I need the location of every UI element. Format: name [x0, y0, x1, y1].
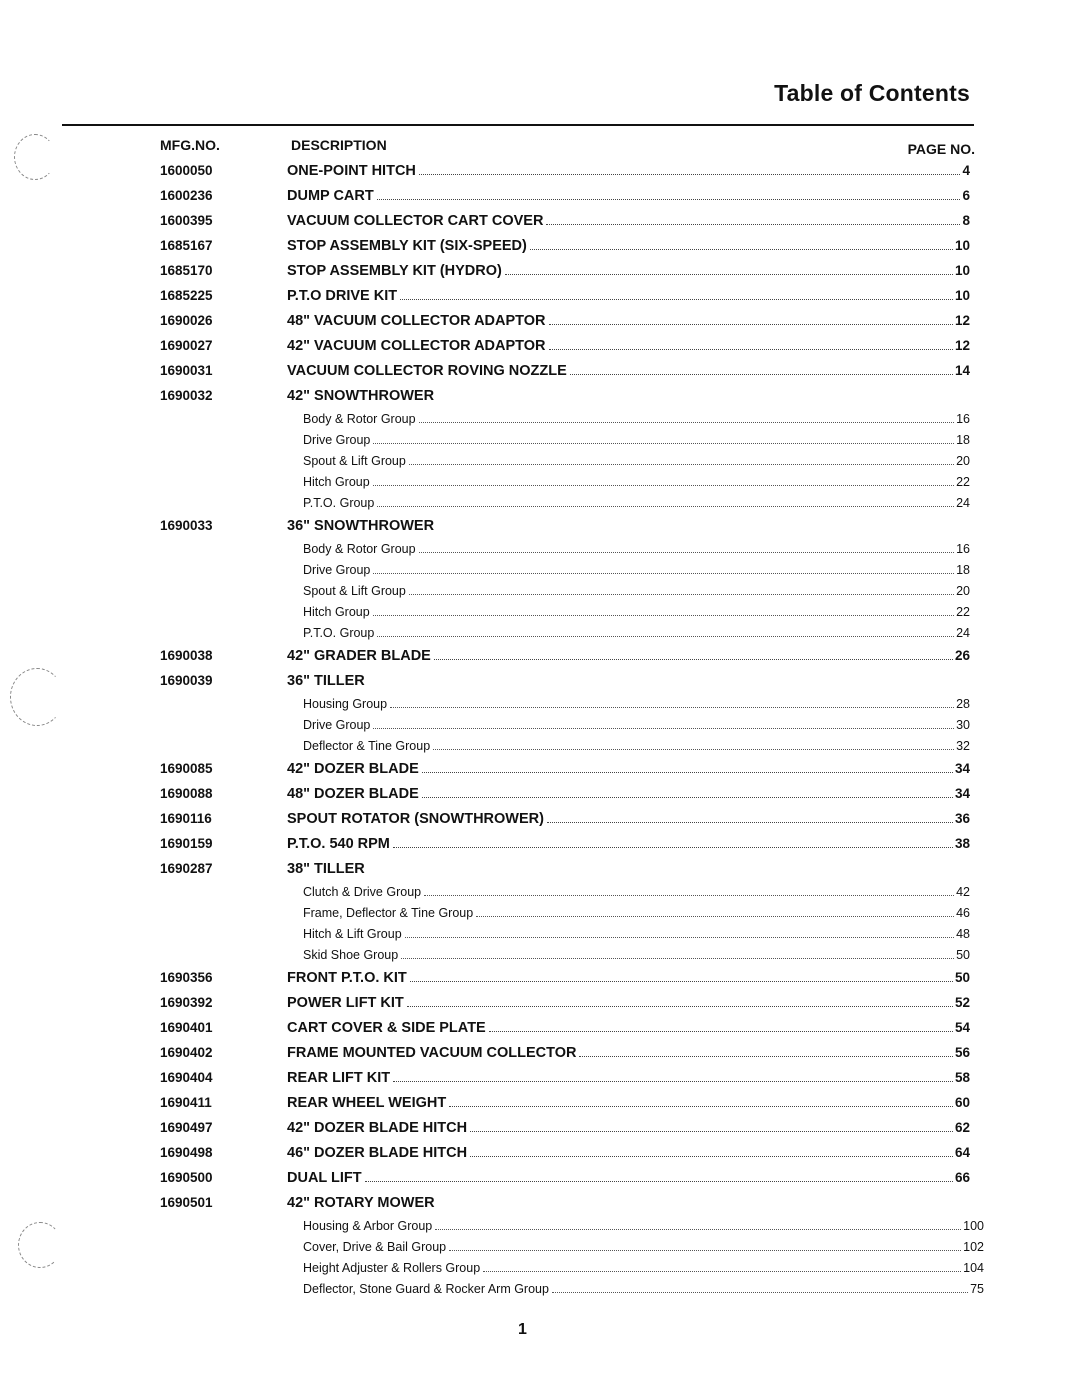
entry-line: [303, 626, 970, 640]
toc-entry: [0, 1017, 1080, 1042]
entry-page-number: 58: [954, 1070, 970, 1085]
toc-entry: [0, 160, 1080, 185]
entry-description: REAR LIFT KIT: [287, 1070, 391, 1086]
entry-page-number: 10: [954, 238, 970, 253]
dot-leader: [489, 1031, 953, 1032]
toc-subentry: [0, 737, 1080, 758]
toc-entry: [0, 645, 1080, 670]
entry-line: [303, 584, 970, 598]
entry-line: [287, 188, 970, 204]
dot-leader: [552, 1292, 968, 1293]
entry-description: Body & Rotor Group: [303, 412, 416, 426]
entry-description: DUAL LIFT: [287, 1170, 362, 1186]
dot-leader: [547, 822, 953, 823]
dot-leader: [401, 958, 954, 959]
toc-entry: [0, 808, 1080, 833]
entry-line: [287, 1070, 970, 1086]
entry-page-number: 56: [954, 1045, 970, 1060]
entry-description: Drive Group: [303, 433, 371, 447]
mfg-number: 1690411: [160, 1095, 212, 1110]
toc-entry: [0, 235, 1080, 260]
dot-leader: [579, 1056, 953, 1057]
entry-page-number: 16: [956, 542, 970, 556]
toc-subentry: [0, 716, 1080, 737]
entry-line: [303, 563, 970, 577]
column-header-description: DESCRIPTION: [291, 137, 387, 153]
entry-description: 42" ROTARY MOWER: [287, 1195, 435, 1211]
entry-line: [303, 412, 970, 426]
entry-page-number: 10: [954, 263, 970, 278]
entry-page-number: 30: [956, 718, 970, 732]
toc-entry: [0, 967, 1080, 992]
entry-description: Drive Group: [303, 718, 371, 732]
toc-subentry: [0, 925, 1080, 946]
dot-leader: [365, 1181, 953, 1182]
entry-line: [287, 1020, 970, 1036]
entry-page-number: 12: [954, 313, 970, 328]
entry-line: [303, 1261, 984, 1275]
mfg-number: 1600050: [160, 163, 213, 178]
entry-page-number: 60: [954, 1095, 970, 1110]
entry-line: [287, 1045, 970, 1061]
toc-subentry: [0, 452, 1080, 473]
mfg-number: 1690038: [160, 648, 213, 663]
entry-line: [287, 1195, 970, 1211]
entry-description: Hitch Group: [303, 605, 370, 619]
entry-page-number: 66: [954, 1170, 970, 1185]
entry-line: [303, 1240, 984, 1254]
toc-entry: [0, 1067, 1080, 1092]
dot-leader: [410, 981, 953, 982]
mfg-number: 1690026: [160, 313, 213, 328]
toc-subentry: [0, 1280, 1080, 1301]
entry-page-number: 12: [954, 338, 970, 353]
entry-description: Deflector, Stone Guard & Rocker Arm Group: [303, 1282, 549, 1296]
entry-page-number: 38: [954, 836, 970, 851]
entry-description: VACUUM COLLECTOR ROVING NOZZLE: [287, 363, 567, 379]
entry-line: [287, 673, 970, 689]
dot-leader: [419, 174, 961, 175]
entry-line: [303, 475, 970, 489]
mfg-number: 1685225: [160, 288, 213, 303]
dot-leader: [419, 552, 955, 553]
mfg-number: 1690039: [160, 673, 213, 688]
entry-page-number: 22: [956, 605, 970, 619]
dot-leader: [546, 224, 960, 225]
entry-description: STOP ASSEMBLY KIT (HYDRO): [287, 263, 502, 279]
dot-leader: [407, 1006, 953, 1007]
entry-description: STOP ASSEMBLY KIT (SIX-SPEED): [287, 238, 527, 254]
toc-subentry: [0, 904, 1080, 925]
entry-line: [287, 786, 970, 802]
entry-line: [303, 433, 970, 447]
entry-line: [303, 739, 970, 753]
entry-description: Spout & Lift Group: [303, 584, 406, 598]
entry-page-number: 32: [956, 739, 970, 753]
entry-description: 36" SNOWTHROWER: [287, 518, 435, 534]
entry-description: 38" TILLER: [287, 861, 365, 877]
entry-page-number: 34: [954, 786, 970, 801]
toc-subentry: [0, 695, 1080, 716]
dot-leader: [483, 1271, 961, 1272]
entry-description: VACUUM COLLECTOR CART COVER: [287, 213, 544, 229]
entry-description: P.T.O DRIVE KIT: [287, 288, 398, 304]
entry-description: P.T.O. Group: [303, 626, 375, 640]
entry-page-number: 8: [962, 213, 970, 228]
toc-entry: [0, 1042, 1080, 1067]
dot-leader: [476, 916, 954, 917]
mfg-number: 1690392: [160, 995, 213, 1010]
entry-description: P.T.O. 540 RPM: [287, 836, 390, 852]
dot-leader: [449, 1106, 953, 1107]
entry-description: Deflector & Tine Group: [303, 739, 431, 753]
entry-line: [303, 948, 970, 962]
entry-page-number: 54: [954, 1020, 970, 1035]
column-header-mfg: MFG.NO.: [160, 137, 220, 153]
entry-line: [303, 496, 970, 510]
mfg-number: 1690401: [160, 1020, 213, 1035]
dot-leader: [393, 847, 953, 848]
mfg-number: 1690287: [160, 861, 213, 876]
toc-subentry: [0, 1217, 1080, 1238]
entry-line: [303, 1219, 984, 1233]
toc-list: [0, 160, 1080, 1301]
mfg-number: 1690033: [160, 518, 213, 533]
mfg-number: 1690356: [160, 970, 213, 985]
toc-entry: [0, 360, 1080, 385]
entry-page-number: 62: [954, 1120, 970, 1135]
entry-line: [287, 1095, 970, 1111]
entry-page-number: 20: [956, 584, 970, 598]
entry-line: [287, 836, 970, 852]
dot-leader: [470, 1156, 953, 1157]
toc-entry: [0, 670, 1080, 695]
dot-leader: [530, 249, 953, 250]
entry-line: [287, 811, 970, 827]
dot-leader: [422, 797, 953, 798]
dot-leader: [377, 199, 961, 200]
entry-line: [287, 761, 970, 777]
entry-description: Spout & Lift Group: [303, 454, 406, 468]
dot-leader: [433, 749, 954, 750]
dot-leader: [405, 937, 954, 938]
dot-leader: [377, 636, 954, 637]
entry-description: Housing & Arbor Group: [303, 1219, 433, 1233]
entry-description: 42" DOZER BLADE HITCH: [287, 1120, 468, 1136]
entry-description: 42" VACUUM COLLECTOR ADAPTOR: [287, 338, 546, 354]
toc-entry: [0, 758, 1080, 783]
entry-description: 42" GRADER BLADE: [287, 648, 431, 664]
entry-description: 48" DOZER BLADE: [287, 786, 419, 802]
entry-line: [287, 213, 970, 229]
entry-description: FRAME MOUNTED VACUUM COLLECTOR: [287, 1045, 577, 1061]
entry-description: Clutch & Drive Group: [303, 885, 422, 899]
toc-subentry: [0, 603, 1080, 624]
entry-description: P.T.O. Group: [303, 496, 375, 510]
entry-page-number: 16: [956, 412, 970, 426]
toc-subentry: [0, 473, 1080, 494]
entry-description: REAR WHEEL WEIGHT: [287, 1095, 447, 1111]
toc-entry: [0, 1167, 1080, 1192]
dot-leader: [419, 422, 955, 423]
entry-line: [303, 718, 970, 732]
dot-leader: [549, 324, 953, 325]
dot-leader: [373, 573, 954, 574]
entry-page-number: 18: [956, 433, 970, 447]
entry-line: [303, 885, 970, 899]
toc-subentry: [0, 1259, 1080, 1280]
toc-entry: [0, 833, 1080, 858]
toc-entry: [0, 285, 1080, 310]
entry-page-number: 100: [963, 1219, 984, 1233]
entry-page-number: 4: [962, 163, 970, 178]
toc-subentry: [0, 624, 1080, 645]
dot-leader: [505, 274, 953, 275]
entry-page-number: 6: [962, 188, 970, 203]
entry-page-number: 50: [956, 948, 970, 962]
mfg-number: 1690501: [160, 1195, 213, 1210]
dot-leader: [393, 1081, 953, 1082]
entry-description: CART COVER & SIDE PLATE: [287, 1020, 486, 1036]
dot-leader: [373, 443, 954, 444]
page-title: Table of Contents: [774, 80, 970, 106]
entry-line: [287, 363, 970, 379]
entry-line: [287, 338, 970, 354]
toc-entry: [0, 260, 1080, 285]
entry-description: POWER LIFT KIT: [287, 995, 404, 1011]
dot-leader: [409, 464, 954, 465]
entry-page-number: 42: [956, 885, 970, 899]
entry-line: [287, 1170, 970, 1186]
mfg-number: 1690085: [160, 761, 213, 776]
toc-subentry: [0, 1238, 1080, 1259]
toc-subentry: [0, 431, 1080, 452]
header-rule: [62, 124, 974, 126]
entry-page-number: 48: [956, 927, 970, 941]
mfg-number: 1685167: [160, 238, 213, 253]
entry-line: [303, 697, 970, 711]
mfg-number: 1690497: [160, 1120, 213, 1135]
toc-entry: [0, 310, 1080, 335]
mfg-number: 1690404: [160, 1070, 213, 1085]
entry-page-number: 28: [956, 697, 970, 711]
toc-entry: [0, 1142, 1080, 1167]
mfg-number: 1690031: [160, 363, 213, 378]
toc-entry: [0, 858, 1080, 883]
dot-leader: [570, 374, 953, 375]
toc-subentry: [0, 946, 1080, 967]
entry-description: 36" TILLER: [287, 673, 365, 689]
entry-description: Frame, Deflector & Tine Group: [303, 906, 474, 920]
toc-entry: [0, 335, 1080, 360]
entry-description: Skid Shoe Group: [303, 948, 399, 962]
entry-line: [287, 861, 970, 877]
mfg-number: 1600395: [160, 213, 213, 228]
mfg-number: 1690159: [160, 836, 213, 851]
column-header-page: PAGE NO.: [907, 141, 975, 157]
entry-line: [303, 1282, 984, 1296]
dot-leader: [373, 615, 954, 616]
dot-leader: [549, 349, 953, 350]
entry-line: [287, 518, 970, 534]
toc-subentry: [0, 582, 1080, 603]
mfg-number: 1690402: [160, 1045, 213, 1060]
entry-line: [303, 542, 970, 556]
toc-entry: [0, 1192, 1080, 1217]
toc-subentry: [0, 410, 1080, 431]
entry-page-number: 24: [956, 626, 970, 640]
entry-description: Height Adjuster & Rollers Group: [303, 1261, 481, 1275]
dot-leader: [409, 594, 954, 595]
entry-description: 42" SNOWTHROWER: [287, 388, 435, 404]
entry-line: [287, 995, 970, 1011]
mfg-number: 1690498: [160, 1145, 213, 1160]
entry-description: Hitch Group: [303, 475, 370, 489]
dot-leader: [400, 299, 953, 300]
entry-page-number: 10: [954, 288, 970, 303]
mfg-number: 1685170: [160, 263, 213, 278]
entry-page-number: 18: [956, 563, 970, 577]
entry-description: Drive Group: [303, 563, 371, 577]
entry-line: [303, 906, 970, 920]
toc-entry: [0, 1092, 1080, 1117]
entry-description: DUMP CART: [287, 188, 374, 204]
entry-description: 46" DOZER BLADE HITCH: [287, 1145, 468, 1161]
dot-leader: [390, 707, 954, 708]
dot-leader: [449, 1250, 961, 1251]
mfg-number: 1690032: [160, 388, 213, 403]
entry-page-number: 22: [956, 475, 970, 489]
mfg-number: 1690500: [160, 1170, 213, 1185]
entry-description: 48" VACUUM COLLECTOR ADAPTOR: [287, 313, 546, 329]
entry-line: [287, 288, 970, 304]
dot-leader: [373, 485, 954, 486]
toc-subentry: [0, 494, 1080, 515]
dot-leader: [377, 506, 954, 507]
mfg-number: 1690116: [160, 811, 212, 826]
toc-subentry: [0, 883, 1080, 904]
entry-description: SPOUT ROTATOR (SNOWTHROWER): [287, 811, 544, 827]
toc-entry: [0, 515, 1080, 540]
entry-line: [303, 454, 970, 468]
entry-description: Body & Rotor Group: [303, 542, 416, 556]
entry-page-number: 36: [954, 811, 970, 826]
mfg-number: 1690088: [160, 786, 213, 801]
dot-leader: [435, 1229, 961, 1230]
entry-page-number: 75: [970, 1282, 984, 1296]
entry-line: [287, 388, 970, 404]
entry-page-number: 50: [954, 970, 970, 985]
toc-subentry: [0, 540, 1080, 561]
entry-description: 42" DOZER BLADE: [287, 761, 419, 777]
entry-page-number: 104: [963, 1261, 984, 1275]
entry-line: [287, 648, 970, 664]
entry-page-number: 52: [954, 995, 970, 1010]
entry-page-number: 102: [963, 1240, 984, 1254]
dot-leader: [424, 895, 954, 896]
toc-entry: [0, 783, 1080, 808]
entry-page-number: 24: [956, 496, 970, 510]
entry-line: [287, 238, 970, 254]
toc-subentry: [0, 561, 1080, 582]
entry-description: Housing Group: [303, 697, 388, 711]
toc-entry: [0, 992, 1080, 1017]
entry-line: [287, 1145, 970, 1161]
page-number: 1: [518, 1321, 527, 1338]
entry-line: [287, 263, 970, 279]
entry-line: [287, 970, 970, 986]
entry-description: ONE-POINT HITCH: [287, 163, 416, 179]
entry-page-number: 46: [956, 906, 970, 920]
dot-leader: [422, 772, 953, 773]
entry-line: [287, 163, 970, 179]
dot-leader: [470, 1131, 953, 1132]
entry-page-number: 14: [954, 363, 970, 378]
entry-page-number: 64: [954, 1145, 970, 1160]
mfg-number: 1690027: [160, 338, 213, 353]
entry-description: Cover, Drive & Bail Group: [303, 1240, 447, 1254]
toc-entry: [0, 185, 1080, 210]
entry-description: Hitch & Lift Group: [303, 927, 402, 941]
entry-page-number: 34: [954, 761, 970, 776]
entry-page-number: 26: [954, 648, 970, 663]
entry-line: [303, 605, 970, 619]
dot-leader: [434, 659, 953, 660]
mfg-number: 1600236: [160, 188, 213, 203]
toc-entry: [0, 385, 1080, 410]
entry-line: [287, 313, 970, 329]
entry-line: [287, 1120, 970, 1136]
dot-leader: [373, 728, 954, 729]
toc-entry: [0, 210, 1080, 235]
entry-description: FRONT P.T.O. KIT: [287, 970, 407, 986]
entry-page-number: 20: [956, 454, 970, 468]
toc-entry: [0, 1117, 1080, 1142]
entry-line: [303, 927, 970, 941]
